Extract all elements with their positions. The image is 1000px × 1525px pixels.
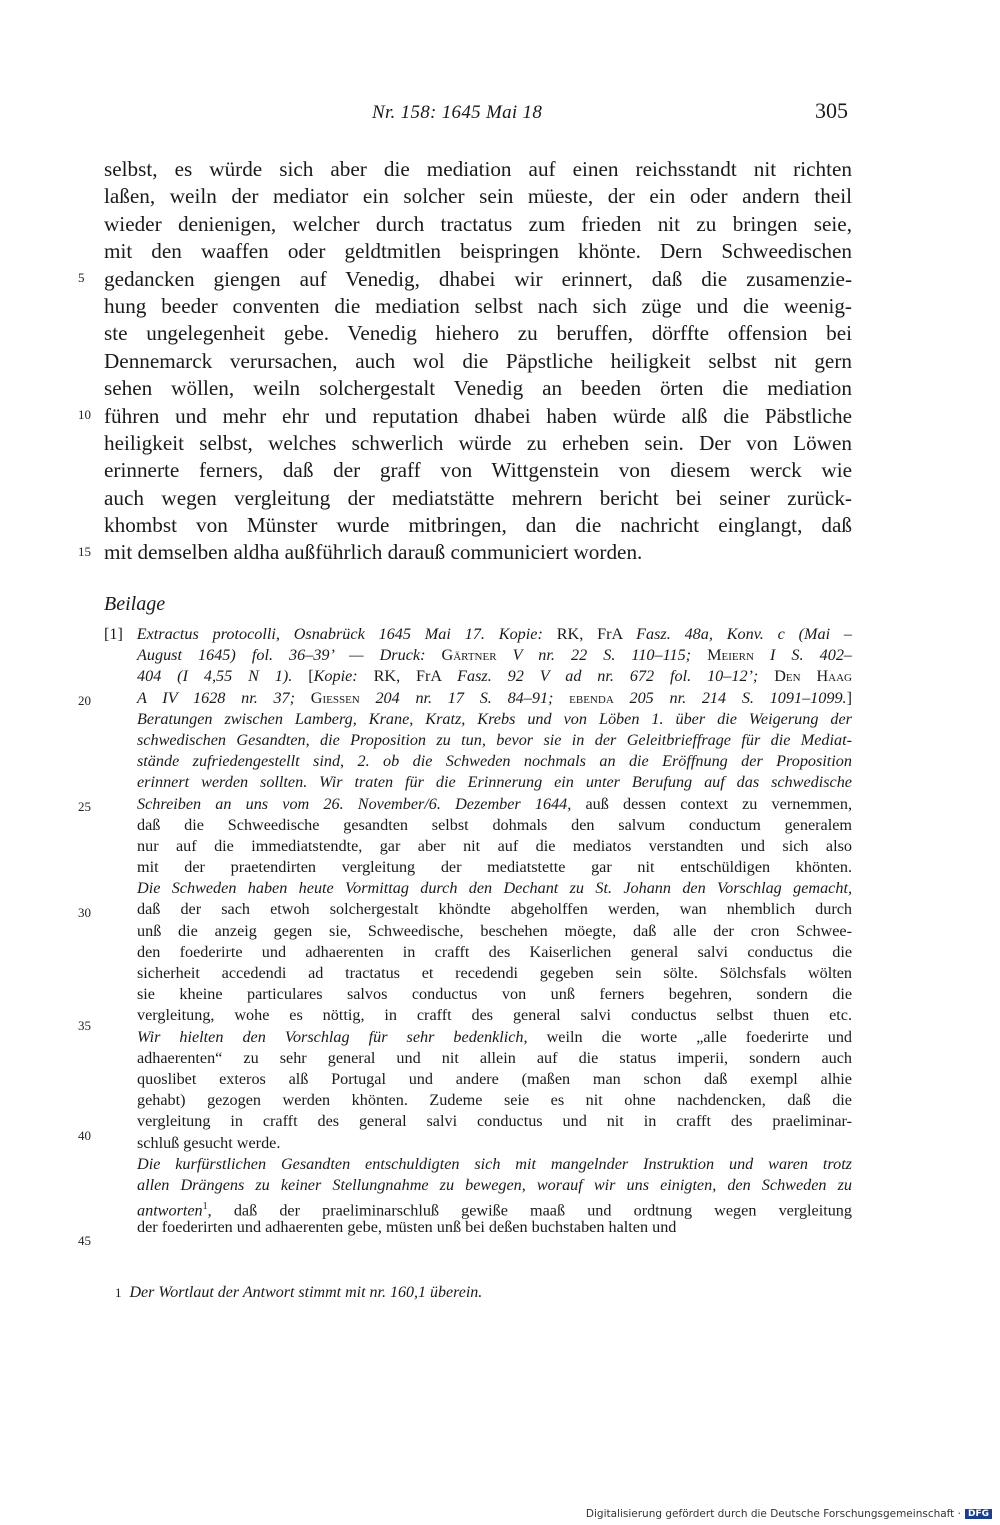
text-segment: Den Haag — [774, 667, 852, 686]
text-segment: ] — [846, 688, 852, 707]
main-text-block — [104, 156, 852, 567]
appendix-line — [104, 730, 852, 751]
text-segment: 404 (I 4,55 N 1). — [137, 667, 309, 686]
text-segment: mit der praetendirten vergleitung der mediatstette gar nit entschüldigen khönten. — [137, 858, 852, 877]
text-segment: RK, FrA — [556, 625, 637, 643]
appendix-block — [104, 624, 852, 1238]
appendix-line — [104, 836, 852, 857]
appendix-line — [104, 878, 852, 899]
entry-marker: [1] — [104, 625, 137, 643]
appendix-line — [104, 1111, 852, 1132]
text-segment: Die Schweden haben heute Vormittag durch den Dechant zu St. Johann den Vorschlag gemacht, — [137, 879, 852, 898]
text-segment: allen Drängens zu keiner Stellungnahme zu bewegen, worauf wir uns einigten, den Schweden zu — [137, 1175, 852, 1194]
text-line: mit demselben aldha außführlich darauß communiciert worden. — [104, 540, 643, 565]
text-segment: sicherheit accedendi ad tractatus et recedendi gegeben sein sölte. Sölchsfals wölten — [137, 964, 852, 982]
appendix-line — [104, 1196, 852, 1220]
appendix-line — [104, 899, 852, 920]
text-segment: adhaerenten“ zu sehr general und nit allein auf die status imperii, sondern auch — [137, 1048, 852, 1067]
text-segment: Beratungen zwischen Lamberg, Krane, Kratz, Krebs und von Löben 1. über die Weigerung der — [137, 709, 852, 728]
text-segment: Gärtner — [441, 646, 513, 665]
line-number: 40 — [78, 1128, 91, 1143]
line-number: 15 — [78, 544, 91, 559]
text-line: erinnerte ferners, daß der graff von Wittgenstein von diesem werck wie — [104, 458, 852, 483]
text-segment: gehabt) gezogen werden khönten. Zudeme seie es nit ohne nachdencken, daß die — [137, 1091, 852, 1110]
footnote-mark: 1 — [115, 1285, 122, 1300]
page-number: 305 — [815, 98, 848, 123]
appendix-line — [104, 942, 852, 963]
text-segment: RK, FrA — [373, 667, 458, 686]
appendix-line — [104, 1005, 852, 1026]
source-line — [104, 645, 852, 666]
text-segment: weiln die worte „alle foederirte und — [546, 1027, 853, 1046]
text-segment: , daß der praeliminarschluß gewiße maaß und ordtnung wegen vergleitung — [207, 1201, 852, 1220]
text-segment: den foederirte und adhaerenten in crafft des Kaiserlichen general salvi conductus die — [137, 942, 852, 961]
footnote — [115, 1284, 855, 1302]
text-segment: antworten — [137, 1201, 203, 1220]
dfg-logo: DFG — [965, 1509, 992, 1519]
text-segment: [ — [308, 667, 314, 686]
line-number: 5 — [78, 270, 85, 285]
text-segment: unß die anzeig gegen sie, Schweedische, beschehen möegte, daß alle der cron Schwee- — [137, 921, 852, 940]
line-number: 45 — [78, 1233, 91, 1248]
running-title: Nr. 158: 1645 Mai 18 — [372, 102, 543, 123]
text-segment: Kopie: — [313, 667, 374, 686]
appendix-line — [104, 921, 852, 942]
appendix-line — [104, 751, 852, 772]
line-number: 35 — [78, 1018, 91, 1033]
appendix-line — [104, 1217, 852, 1238]
text-line: wieder denienigen, welcher durch tractatus zum frieden nit zu bringen seie, — [104, 211, 852, 236]
appendix-line — [104, 794, 852, 815]
footnote-text: Der Wortlaut der Antwort stimmt mit nr. 160,1 überein. — [129, 1284, 483, 1301]
text-segment: Extractus protocolli, Osnabrück 1645 Mai 17. Kopie: — [136, 625, 557, 643]
source-line — [104, 624, 852, 645]
text-line: hung beeder conventen die mediation selbst nach sich züge und die weenig- — [104, 293, 852, 318]
line-number: 30 — [78, 905, 91, 920]
text-segment: 205 nr. 214 S. 1091–1099. — [629, 688, 847, 707]
line-number: 10 — [78, 407, 91, 422]
text-line: führen und mehr ehr und reputation dhabei haben würde alß die Päbstliche — [104, 403, 852, 428]
text-segment: Schreiben an uns vom 26. November/6. Dezember 1644, — [137, 794, 586, 813]
text-line: selbst, es würde sich aber die mediation auf einen reichsstandt nit richten — [104, 157, 852, 181]
text-line: laßen, weiln der mediator ein solcher sein müeste, der ein oder andern theil — [104, 184, 852, 209]
appendix-line — [104, 963, 852, 984]
text-segment: Meiern — [707, 646, 770, 665]
text-segment: Fasz. 48a, Konv. c (Mai – — [636, 625, 853, 643]
text-segment: stände zufriedengestellt sind, 2. ob die Schweden nochmals an die Eröffnung der Proposition — [137, 752, 852, 771]
appendix-line — [104, 709, 852, 730]
text-segment: der foederirten und adhaerenten gebe, müsten unß bei deßen buchstaben halten und — [137, 1218, 677, 1237]
text-segment: vergleitung in crafft des general salvi conductus und nit in crafft des praeliminar- — [137, 1112, 852, 1131]
text-segment: daß die Schweedische gesandten selbst dohmals den salvum conductum generalem — [137, 815, 852, 834]
text-line: ste ungelegenheit gebe. Venedig hiehero zu beruffen, dörffte offension bei — [104, 321, 852, 346]
text-line: gedancken giengen auf Venedig, dhabei wir erinnert, daß die zusamenzie- — [104, 266, 852, 291]
text-segment: August 1645) fol. 36–39’ — Druck: — [137, 646, 442, 665]
appendix-line — [104, 1027, 852, 1048]
text-segment: ebenda — [569, 688, 630, 707]
text-segment: 204 nr. 17 S. 84–91; — [375, 688, 570, 707]
appendix-line — [104, 857, 852, 878]
text-line: auch wegen vergleitung der mediatstätte mehrern bericht bei seiner zurück- — [104, 485, 852, 510]
appendix-line — [104, 1090, 852, 1111]
text-segment: Wir hielten den Vorschlag für sehr bedenklich, — [137, 1027, 547, 1046]
text-segment: schluß gesucht werde. — [137, 1133, 281, 1152]
text-line: khombst von Münster wurde mitbringen, dan die nachricht einglangt, daß — [104, 513, 852, 538]
source-line — [104, 666, 852, 687]
appendix-line — [104, 815, 852, 836]
text-segment: schwedischen Gesandten, die Proposition zu tun, bevor sie in der Geleitbrieffrage für die Mediat- — [137, 730, 852, 749]
text-segment: sie kheine particulares salvos conductus von unß ferners begehren, sondern die — [137, 985, 852, 1004]
text-segment: vergleitung, wohe es nöttig, in crafft des general salvi conductus selbst thuen etc. — [137, 1006, 852, 1025]
footer-banner — [586, 1508, 992, 1520]
line-number: 20 — [78, 693, 91, 708]
text-segment: daß der sach etwoh solchergestalt khöndte abgeholffen werden, wan nhemblich durch — [137, 900, 852, 919]
text-segment: 1 — [202, 1201, 208, 1213]
text-segment: auß dessen context zu vernemmen, — [585, 794, 852, 813]
appendix-line — [104, 1154, 852, 1175]
text-segment: I S. 402– — [769, 646, 853, 665]
appendix-line — [104, 1069, 852, 1090]
appendix-line — [104, 1133, 852, 1154]
text-line: heiligkeit selbst, welches schwerlich würde zu erheben sein. Der von Löwen — [104, 430, 852, 455]
text-segment: quoslibet exteros alß Portugal und andere (maßen man schon daß exempl alhie — [137, 1069, 852, 1088]
appendix-line — [104, 984, 852, 1005]
appendix-line — [104, 1175, 852, 1196]
text-line: Dennemarck verursachen, auch wol die Päpstliche heiligkeit selbst nit gern — [104, 348, 852, 373]
text-line: sehen wöllen, weiln solchergestalt Venedig an beeden örten die mediation — [104, 376, 852, 401]
appendix-line — [104, 772, 852, 793]
text-segment: Giessen — [310, 688, 376, 707]
source-line — [104, 688, 852, 709]
footer-banner-text: Digitalisierung gefördert durch die Deutsche Forschungsgemeinschaft · — [585, 1508, 961, 1520]
text-segment: V nr. 22 S. 110–115; — [512, 646, 708, 665]
text-segment: Fasz. 92 V ad nr. 672 fol. 10–12’; — [457, 667, 775, 686]
text-segment: A IV 1628 nr. 37; — [137, 688, 311, 707]
line-number: 25 — [78, 799, 91, 814]
beilage-heading: Beilage — [104, 593, 166, 615]
appendix-line — [104, 1048, 852, 1069]
text-segment: erinnert werden sollten. Wir traten für die Erinnerung ein unter Berufung auf das schwedische — [137, 773, 852, 792]
text-segment: Die kurfürstlichen Gesandten entschuldigten sich mit mangelnder Instruktion und waren trotz — [137, 1154, 852, 1173]
page-header — [0, 98, 1000, 128]
text-line: mit den waaffen oder geldtmitlen beispringen khönte. Dern Schweedischen — [104, 239, 852, 264]
text-segment: nur auf die immediatstendte, gar aber nit auf die mediatos verstandten und sich also — [137, 836, 852, 855]
